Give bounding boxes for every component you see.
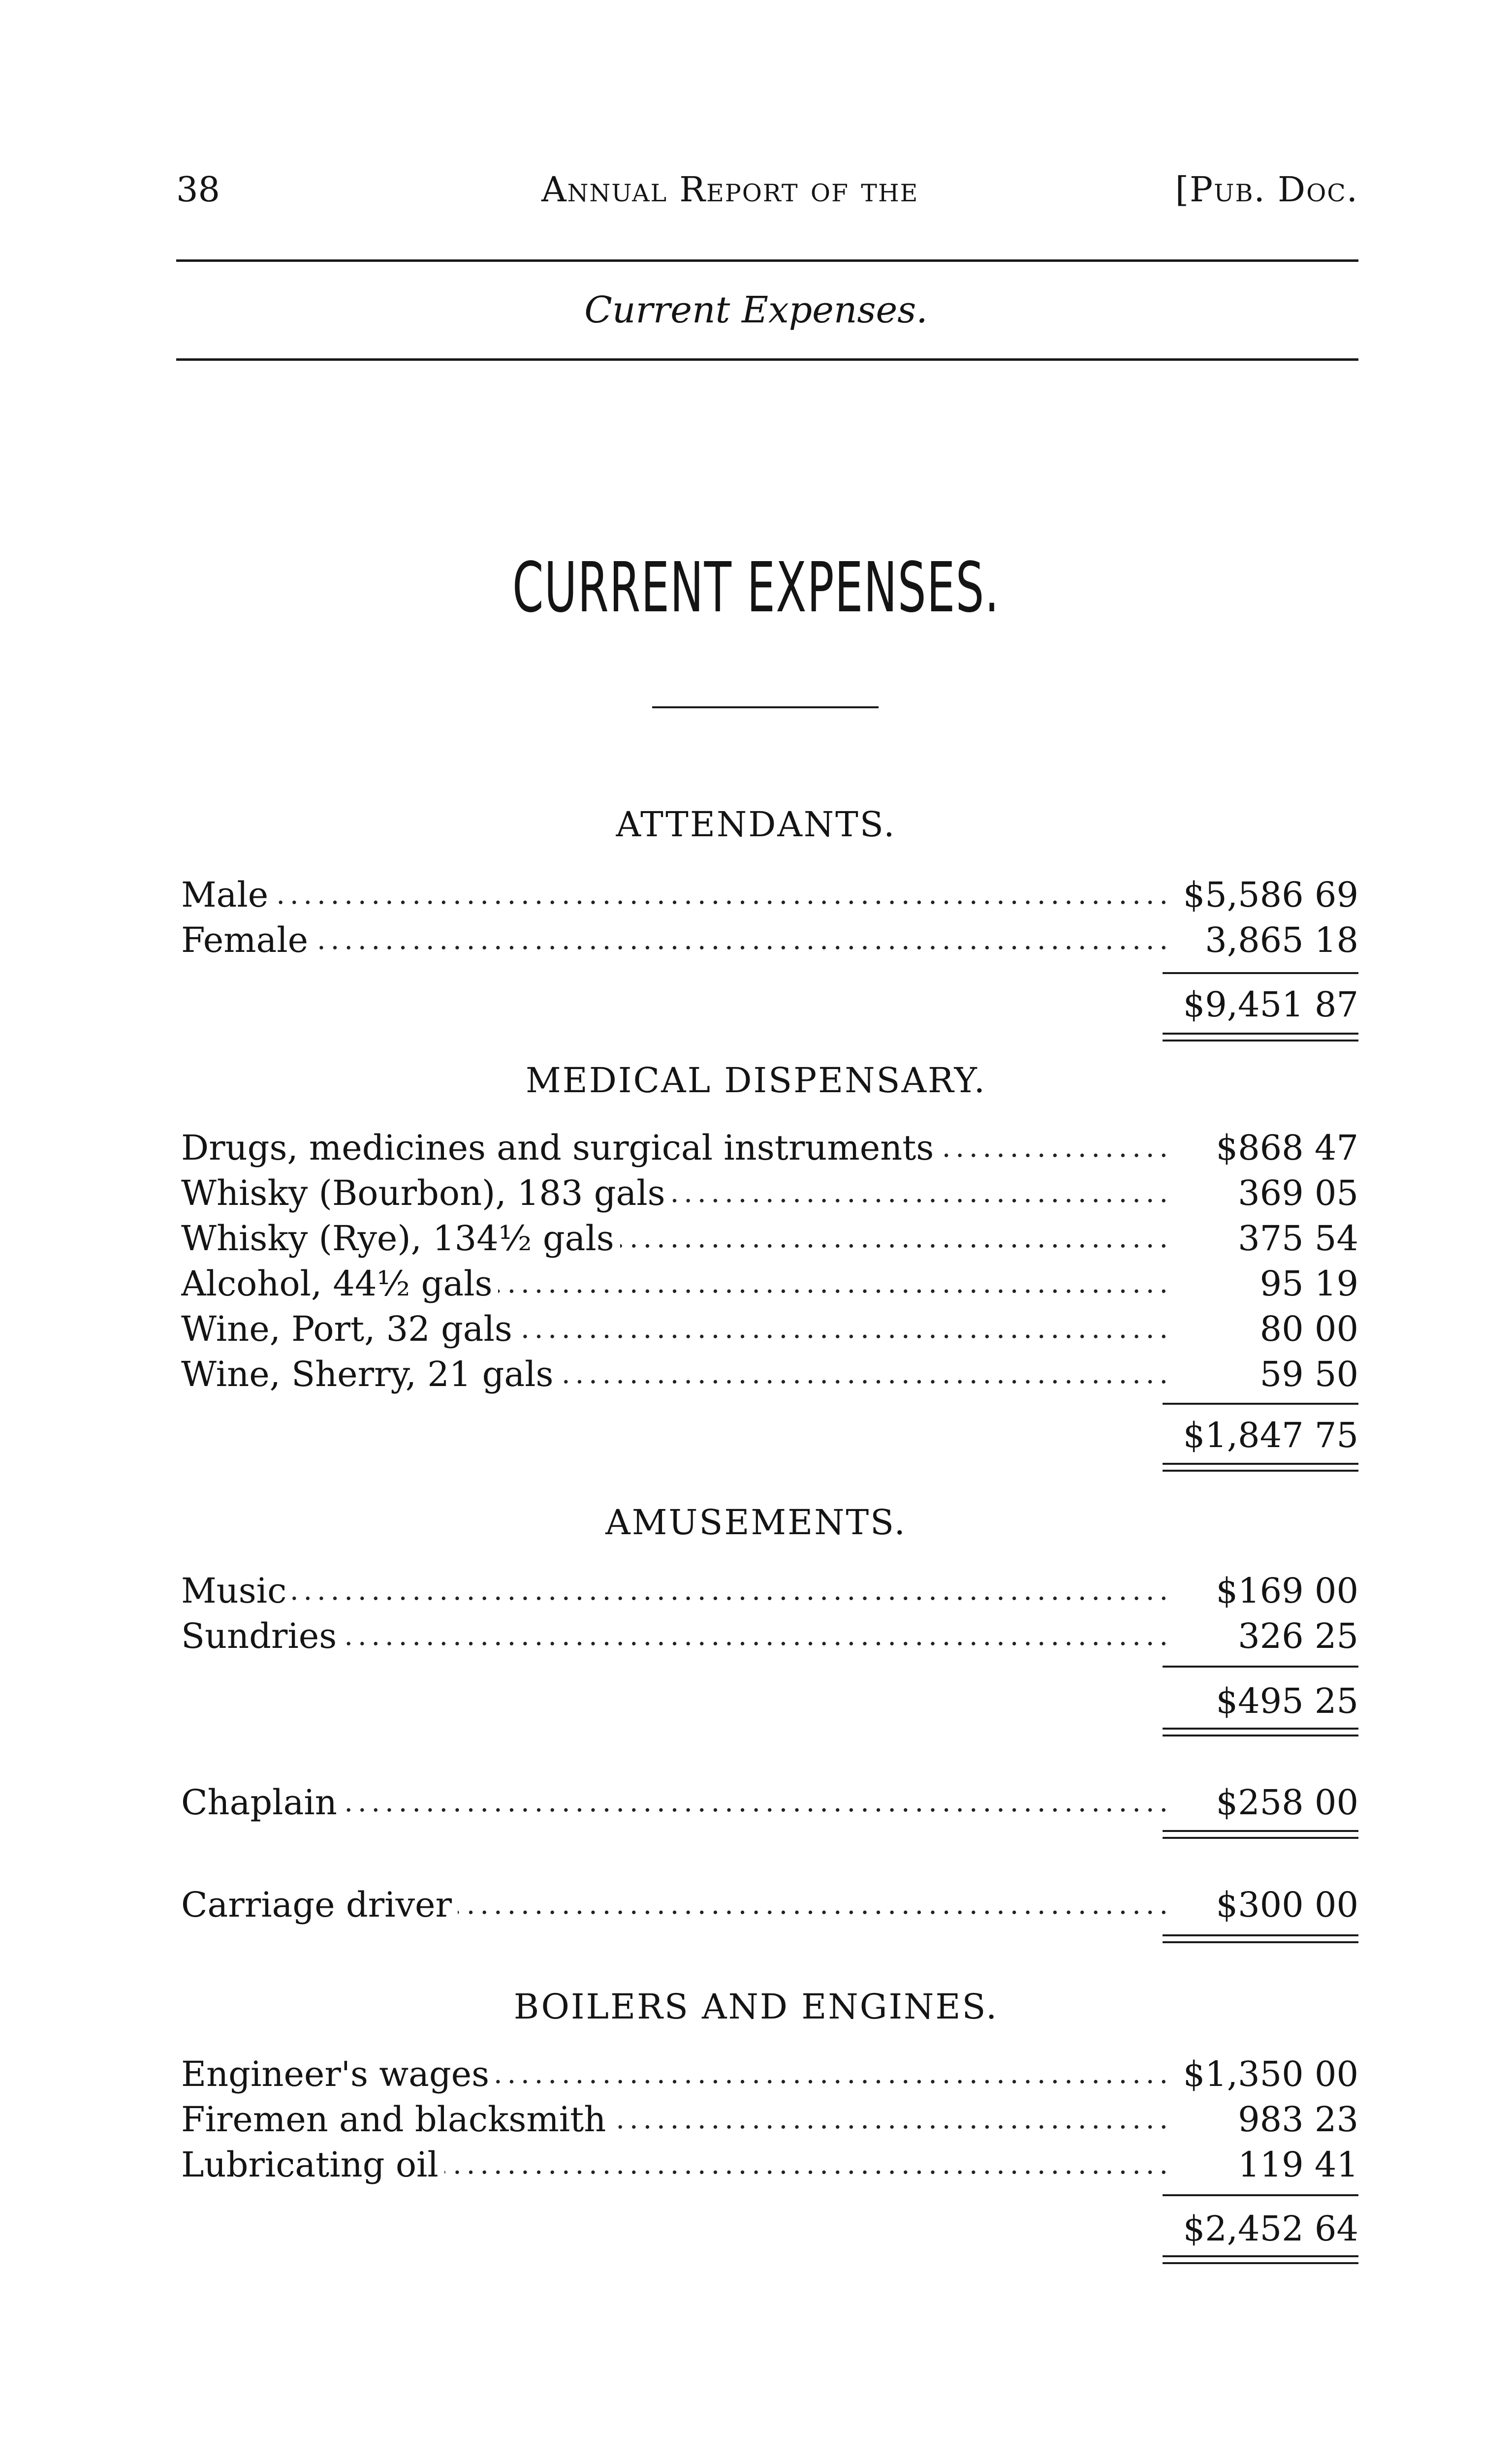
expense-row — [181, 1125, 1358, 1170]
row-label: Wine, Port, 32 gals . . . — [181, 1306, 1166, 1352]
row-label: Female . . . — [181, 917, 1166, 963]
section-heading-attendants: ATTENDANTS. — [616, 804, 896, 845]
row-label: Chaplain . . . — [181, 1780, 1166, 1825]
row-label: Engineer's wages . . . — [181, 2051, 1166, 2097]
row-amount: 59 50 — [1260, 1354, 1358, 1394]
double-rule — [1163, 2255, 1358, 2264]
expense-row — [181, 917, 1358, 963]
row-amount: 983 23 — [1238, 2099, 1358, 2140]
row-label: Firemen and blacksmith . . . — [181, 2097, 1166, 2142]
expense-row — [181, 1568, 1358, 1613]
row-label: Alcohol, 44½ gals . . . — [181, 1261, 1166, 1306]
expense-row — [181, 1352, 1358, 1397]
double-rule — [1163, 1033, 1358, 1041]
double-rule — [1163, 1830, 1358, 1839]
section-heading-boilers-and-engines: BOILERS AND ENGINES. — [513, 1987, 999, 2027]
double-rule — [1163, 1934, 1358, 1943]
running-title: Annual Report of the — [541, 169, 919, 210]
expense-row — [181, 1882, 1358, 1927]
row-amount: $258 00 — [1216, 1782, 1358, 1823]
section-total: $495 25 — [1216, 1681, 1358, 1721]
section-total: $2,452 64 — [1183, 2209, 1358, 2249]
section-total: $9,451 87 — [1183, 984, 1358, 1025]
row-amount: 119 41 — [1238, 2145, 1358, 2185]
section-heading-medical-dispensary: MEDICAL DISPENSARY. — [525, 1060, 987, 1101]
row-amount: $169 00 — [1216, 1571, 1358, 1611]
double-rule — [1163, 1728, 1358, 1736]
row-amount: 369 05 — [1238, 1173, 1358, 1213]
section-total: $1,847 75 — [1183, 1415, 1358, 1455]
expense-row — [181, 1613, 1358, 1659]
title-rule — [652, 706, 879, 708]
row-label: Drugs, medicines and surgical instruments . . . — [181, 1125, 1166, 1170]
row-label: Whisky (Rye), 134½ gals . . . — [181, 1216, 1166, 1261]
subhead: Current Expenses. — [584, 289, 928, 331]
row-amount: 95 19 — [1260, 1263, 1358, 1304]
section-heading-amusements: AMUSEMENTS. — [605, 1502, 907, 1543]
page-title: CURRENT EXPENSES. — [512, 548, 1000, 628]
row-label: Male . . . — [181, 872, 1166, 917]
expense-row — [181, 2097, 1358, 2142]
row-amount: 3,865 18 — [1205, 920, 1358, 960]
row-label: Sundries . . . — [181, 1613, 1166, 1659]
expense-row — [181, 1780, 1358, 1825]
row-label: Lubricating oil . . . — [181, 2142, 1166, 2187]
sum-rule — [1163, 972, 1358, 974]
header-rule-top — [176, 259, 1358, 262]
row-amount: 326 25 — [1238, 1616, 1358, 1656]
expense-row — [181, 1261, 1358, 1306]
expense-row — [181, 1216, 1358, 1261]
expense-row — [181, 1306, 1358, 1352]
row-label: Wine, Sherry, 21 gals . . . — [181, 1352, 1166, 1397]
row-amount: $1,350 00 — [1183, 2054, 1358, 2094]
row-amount: $5,586 69 — [1183, 875, 1358, 915]
sum-rule — [1163, 1666, 1358, 1668]
page-number: 38 — [176, 169, 220, 210]
row-amount: 375 54 — [1238, 1218, 1358, 1259]
row-label: Carriage driver . . . — [181, 1882, 1166, 1927]
expense-row — [181, 1170, 1358, 1216]
row-amount: $300 00 — [1216, 1885, 1358, 1925]
row-amount: $868 47 — [1216, 1128, 1358, 1168]
header-rule-bottom — [176, 358, 1358, 361]
doc-label: [Pub. Doc. — [1175, 169, 1358, 210]
expense-row — [181, 872, 1358, 917]
row-label: Whisky (Bourbon), 183 gals . . . — [181, 1170, 1166, 1216]
double-rule — [1163, 1463, 1358, 1472]
row-label: Music . . . — [181, 1568, 1166, 1613]
sum-rule — [1163, 2194, 1358, 2196]
expense-row — [181, 2142, 1358, 2187]
expense-row — [181, 2051, 1358, 2097]
row-amount: 80 00 — [1260, 1309, 1358, 1349]
sum-rule — [1163, 1403, 1358, 1405]
